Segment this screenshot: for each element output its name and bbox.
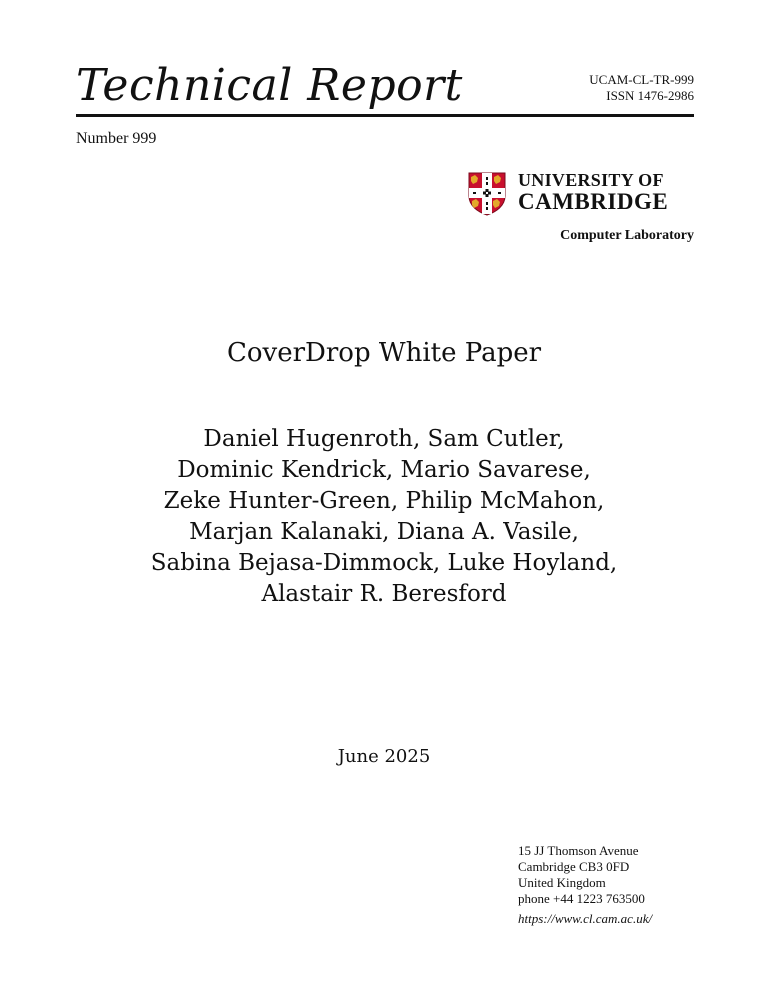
report-title: Technical Report bbox=[76, 60, 463, 111]
author-line: Zeke Hunter-Green, Philip McMahon, bbox=[163, 488, 605, 514]
university-logo bbox=[468, 170, 698, 216]
report-codes bbox=[589, 72, 694, 104]
address-line: Cambridge CB3 0FD bbox=[518, 859, 630, 874]
cambridge-shield-icon bbox=[468, 172, 506, 216]
address-line: United Kingdom bbox=[518, 875, 606, 890]
author-line: Alastair R. Beresford bbox=[261, 581, 507, 607]
report-code: UCAM-CL-TR-999 bbox=[589, 72, 694, 87]
issn: ISSN 1476-2986 bbox=[606, 88, 694, 103]
postal-address bbox=[518, 843, 652, 927]
author-line: Sabina Bejasa-Dimmock, Luke Hoyland, bbox=[150, 550, 618, 576]
address-line: 15 JJ Thomson Avenue bbox=[518, 843, 639, 858]
phone-number: phone +44 1223 763500 bbox=[518, 891, 645, 906]
report-number: Number 999 bbox=[76, 130, 157, 147]
university-name bbox=[518, 170, 668, 214]
author-list bbox=[0, 424, 768, 610]
department-name: Computer Laboratory bbox=[560, 228, 694, 243]
university-name-line1: UNIVERSITY OF bbox=[518, 170, 664, 190]
university-name-line2: CAMBRIDGE bbox=[518, 189, 669, 214]
website-link[interactable]: https://www.cl.cam.ac.uk/ bbox=[518, 911, 653, 926]
publication-date: June 2025 bbox=[337, 746, 431, 767]
header-rule bbox=[76, 114, 694, 117]
author-line: Marjan Kalanaki, Diana A. Vasile, bbox=[189, 519, 579, 545]
author-line: Daniel Hugenroth, Sam Cutler, bbox=[203, 426, 565, 452]
author-line: Dominic Kendrick, Mario Savarese, bbox=[177, 457, 591, 483]
paper-title: CoverDrop White Paper bbox=[226, 338, 542, 368]
